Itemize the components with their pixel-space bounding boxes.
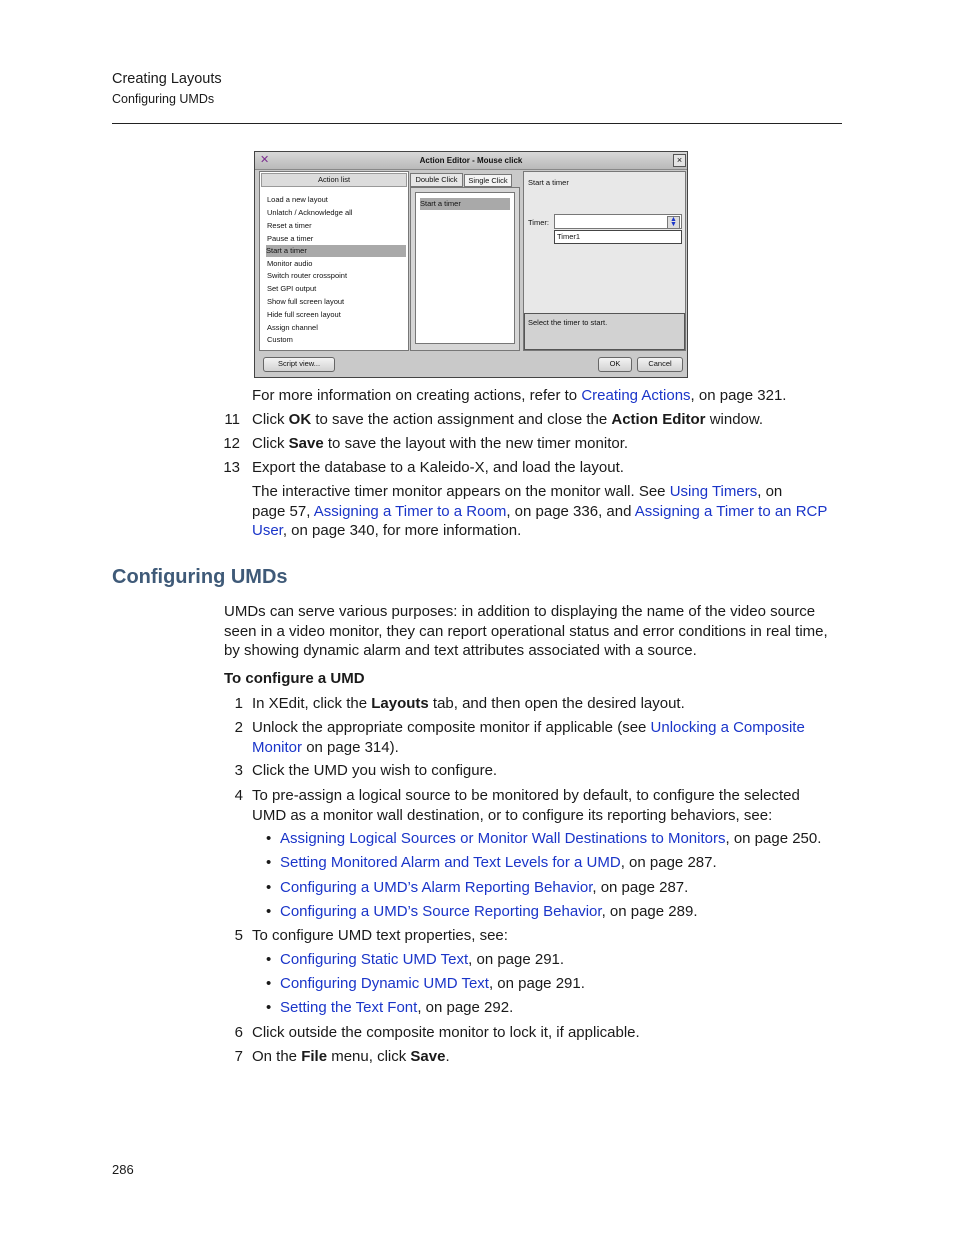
step-number: 5 bbox=[234, 927, 243, 944]
bullet-item: • bbox=[266, 951, 272, 968]
step-number: 3 bbox=[234, 762, 243, 779]
app-logo-icon: ✕ bbox=[260, 154, 270, 166]
action-editor-screenshot bbox=[254, 151, 688, 378]
action-item[interactable]: Load a new layout bbox=[267, 195, 328, 204]
bullet-item: • bbox=[266, 999, 272, 1016]
action-list-panel bbox=[259, 171, 409, 351]
using-timers-link[interactable]: Using Timers bbox=[669, 483, 758, 500]
tab-single-click[interactable]: Single Click bbox=[464, 174, 512, 187]
unlocking-composite-link-cont[interactable]: Monitor bbox=[252, 738, 303, 756]
cross-ref-link[interactable]: Configuring a UMD’s Source Reporting Behavior bbox=[280, 903, 602, 920]
script-view-button[interactable]: Script view... bbox=[263, 357, 335, 372]
note-paragraph: The interactive timer monitor appears on the monitor wall. See Using Timers, on page 57, Assigning a Timer to a Room, on page 336, and Assigning a Timer to an RCP User, on page 340, for more information. bbox=[252, 483, 828, 539]
timer-label: Timer: bbox=[528, 218, 549, 227]
step-text: To pre-assign a logical source to be monitored by default, to configure the selected UMD as a monitor wall destination, or to configure its reporting behaviors, see: bbox=[252, 787, 800, 824]
cross-ref-link[interactable]: Setting the Text Font bbox=[280, 999, 418, 1016]
bullet-text: Configuring a UMD’s Source Reporting Behavior, on page 289. bbox=[280, 903, 698, 920]
hint-box bbox=[524, 313, 685, 350]
timer-option[interactable]: Timer1 bbox=[554, 230, 682, 244]
action-item[interactable]: Hide full screen layout bbox=[267, 310, 341, 319]
action-item[interactable]: Unlatch / Acknowledge all bbox=[267, 208, 353, 217]
action-item[interactable]: Custom bbox=[267, 335, 293, 344]
action-item-selected[interactable]: Start a timer bbox=[266, 245, 406, 257]
assigned-actions-panel bbox=[410, 187, 520, 351]
cross-ref-link[interactable]: Setting Monitored Alarm and Text Levels for a UMD bbox=[280, 854, 621, 871]
running-header-chapter: Creating Layouts bbox=[112, 71, 222, 87]
action-item[interactable]: Monitor audio bbox=[267, 259, 313, 268]
step-text: Click Save to save the layout with the new timer monitor. bbox=[252, 435, 629, 452]
action-item[interactable]: Set GPI output bbox=[267, 284, 317, 293]
bullet-item: • bbox=[266, 830, 272, 847]
step-text: Unlock the appropriate composite monitor if applicable (see Unlocking a Composite Monitor on page 314). bbox=[252, 719, 805, 756]
cross-ref-link[interactable]: Configuring a UMD’s Alarm Reporting Behavior bbox=[280, 879, 593, 896]
step-number: 7 bbox=[234, 1048, 243, 1065]
bullet-text: Assigning Logical Sources or Monitor Wall Destinations to Monitors, on page 250. bbox=[280, 830, 822, 847]
bullet-item: • bbox=[266, 903, 272, 920]
intro-sentence: For more information on creating actions, refer to Creating Actions, on page 321. bbox=[252, 387, 787, 404]
properties-title: Start a timer bbox=[528, 178, 569, 187]
assigning-timer-rcp-link[interactable]: Assigning a Timer to an RCP bbox=[634, 502, 828, 520]
section-intro-paragraph: UMDs can serve various purposes: in addition to displaying the name of the video source seen in a video monitor, they can report operational status and error conditions in real time, by showing dynamic alarm and text attributes associated with a source. bbox=[224, 603, 828, 659]
procedure-heading: To configure a UMD bbox=[224, 670, 365, 687]
assigning-timer-rcp-link-cont[interactable]: User bbox=[252, 522, 283, 539]
unlocking-composite-link[interactable]: Unlocking a Composite bbox=[650, 719, 805, 736]
hint-text: Select the timer to start. bbox=[528, 318, 608, 327]
dialog-title: Action Editor - Mouse click bbox=[419, 156, 523, 165]
header-rule bbox=[112, 123, 842, 124]
action-properties-panel bbox=[523, 171, 686, 351]
step-number: 4 bbox=[234, 787, 243, 804]
cross-ref-link[interactable]: Configuring Dynamic UMD Text bbox=[280, 975, 489, 992]
tab-double-click[interactable]: Double Click bbox=[410, 173, 463, 187]
step-text: In XEdit, click the Layouts tab, and then open the desired layout. bbox=[252, 695, 685, 712]
action-list-header: Action list bbox=[261, 173, 407, 187]
close-icon[interactable]: × bbox=[673, 154, 686, 167]
bullet-item: • bbox=[266, 975, 272, 992]
bullet-item: • bbox=[266, 854, 272, 871]
cancel-button[interactable]: Cancel bbox=[637, 357, 683, 372]
dropdown-arrow-icon[interactable]: ▲ ▼ bbox=[667, 216, 680, 229]
step-number: 2 bbox=[234, 719, 243, 736]
page-number: 286 bbox=[112, 1162, 134, 1177]
bullet-text: Configuring Dynamic UMD Text, on page 291. bbox=[280, 975, 585, 992]
step-text: Click outside the composite monitor to lock it, if applicable. bbox=[252, 1024, 640, 1041]
bullet-text: Configuring a UMD’s Alarm Reporting Behavior, on page 287. bbox=[280, 879, 689, 896]
step-text: To configure UMD text properties, see: bbox=[252, 927, 508, 944]
action-item[interactable]: Assign channel bbox=[267, 323, 318, 332]
timer-select[interactable] bbox=[554, 214, 682, 229]
step-number: 11 bbox=[224, 411, 240, 428]
assigning-timer-room-link[interactable]: Assigning a Timer to a Room bbox=[313, 502, 507, 520]
action-item[interactable]: Pause a timer bbox=[267, 234, 314, 243]
running-header-section: Configuring UMDs bbox=[112, 92, 215, 106]
assigned-actions-list bbox=[415, 192, 515, 344]
action-item[interactable]: Show full screen layout bbox=[267, 297, 345, 306]
bullet-item: • bbox=[266, 879, 272, 896]
step-number: 12 bbox=[223, 435, 240, 452]
bullet-text: Setting Monitored Alarm and Text Levels for a UMD, on page 287. bbox=[280, 854, 717, 871]
step-text: On the File menu, click Save. bbox=[252, 1048, 450, 1065]
bullet-text: Setting the Text Font, on page 292. bbox=[280, 999, 514, 1016]
dialog-titlebar bbox=[255, 152, 687, 170]
creating-actions-link[interactable]: Creating Actions bbox=[581, 387, 691, 404]
section-heading: Configuring UMDs bbox=[112, 566, 288, 588]
bullet-text: Configuring Static UMD Text, on page 291. bbox=[280, 951, 565, 968]
step-number: 13 bbox=[223, 459, 240, 476]
step-number: 1 bbox=[234, 695, 243, 712]
action-item[interactable]: Reset a timer bbox=[267, 221, 312, 230]
step-text: Click OK to save the action assignment and close the Action Editor window. bbox=[252, 411, 764, 428]
cross-ref-link[interactable]: Assigning Logical Sources or Monitor Wall Destinations to Monitors bbox=[280, 830, 726, 847]
action-item[interactable]: Switch router crosspoint bbox=[267, 271, 348, 280]
step-text: Click the UMD you wish to configure. bbox=[252, 762, 498, 779]
step-text: Export the database to a Kaleido-X, and load the layout. bbox=[252, 459, 624, 476]
step-number: 6 bbox=[234, 1024, 243, 1041]
assigned-action-item[interactable]: Start a timer bbox=[420, 198, 510, 210]
ok-button[interactable]: OK bbox=[598, 357, 632, 372]
cross-ref-link[interactable]: Configuring Static UMD Text bbox=[280, 951, 469, 968]
